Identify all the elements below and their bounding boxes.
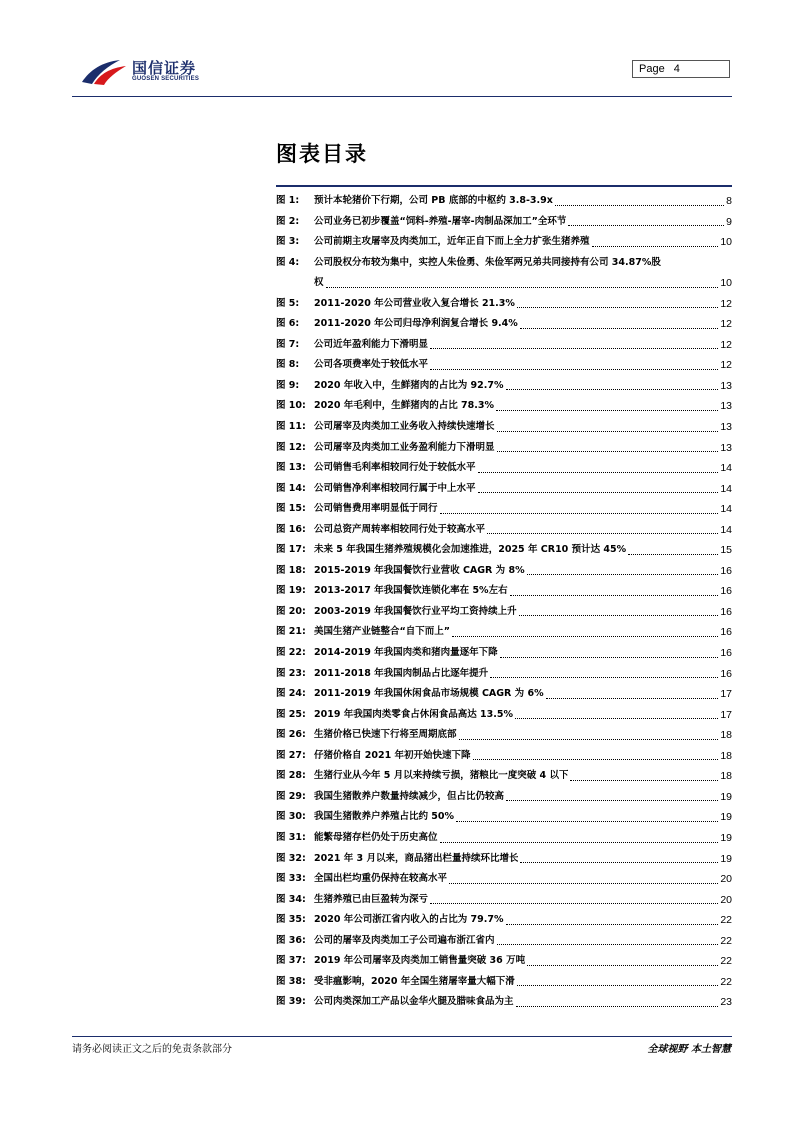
- toc-entry-page: 16: [720, 585, 732, 598]
- toc-entry-page: 10: [720, 277, 732, 290]
- toc-entry-page: 13: [720, 400, 732, 413]
- toc-entry-number: 图 20:: [276, 605, 306, 617]
- toc-entry-page: 13: [720, 421, 732, 434]
- toc-entry-number: 图 1:: [276, 195, 300, 206]
- toc-leader-dots: [517, 307, 718, 308]
- toc-entry-number: 图 16:: [276, 523, 306, 535]
- toc-entry-page: 22: [720, 914, 732, 927]
- toc-entry-page: 16: [720, 626, 732, 639]
- toc-entry-text: 2020 年收入中，生鲜猪肉的占比为 92.7%: [314, 379, 504, 391]
- toc-entry-page: 16: [720, 564, 732, 577]
- toc-entry[interactable]: [276, 725, 732, 746]
- toc-entry-text: 公司销售毛利率相较同行处于较低水平: [314, 462, 476, 474]
- toc-entry[interactable]: [276, 314, 732, 335]
- toc-entry-number: 图 6:: [276, 318, 300, 330]
- toc-entry[interactable]: [276, 396, 732, 417]
- toc-entry-page: 10: [720, 236, 732, 249]
- toc-entry-number: 图 36:: [276, 934, 306, 946]
- toc-entry-number: 图 38:: [276, 975, 306, 987]
- toc-entry-number: 图 21:: [276, 626, 306, 638]
- toc-entry-number: 图 15:: [276, 503, 306, 515]
- toc-leader-dots: [473, 759, 719, 760]
- toc-entry[interactable]: [276, 294, 732, 315]
- toc-leader-dots: [478, 472, 719, 473]
- toc-leader-dots: [478, 492, 719, 493]
- toc-entry-text: 生猪行业从今年 5 月以来持续亏损，猪粮比一度突破 4 以下: [314, 770, 569, 782]
- toc-entry-page: 22: [720, 934, 732, 947]
- toc-entry-page: 22: [720, 955, 732, 968]
- toc-entry-text: 公司近年盈利能力下滑明显: [314, 338, 429, 350]
- toc-entry[interactable]: [276, 335, 732, 356]
- toc-leader-dots: [452, 636, 718, 637]
- toc-entry-number: 图 39:: [276, 996, 306, 1008]
- toc-leader-dots: [517, 985, 719, 986]
- toc-entry-number: 图 17:: [276, 544, 306, 556]
- toc-entry-number: 图 22:: [276, 647, 306, 659]
- toc-leader-dots: [510, 595, 719, 596]
- toc-entry[interactable]: [276, 602, 732, 623]
- toc-entry-page: 18: [720, 729, 732, 742]
- toc-entry[interactable]: [276, 499, 732, 520]
- toc-leader-dots: [430, 903, 718, 904]
- toc-entry-page: 19: [720, 811, 732, 824]
- toc-entry-text: 公司屠宰及肉类加工业务收入持续快速增长: [314, 421, 495, 433]
- toc-entry-text: 公司销售费用率明显低于同行: [314, 503, 438, 515]
- toc-entry[interactable]: [276, 746, 732, 767]
- toc-entry-text-continued: 权: [314, 277, 324, 289]
- toc-entry-text: 仔猪价格自 2021 年初开始快速下降: [314, 749, 471, 761]
- toc-leader-dots: [326, 287, 719, 288]
- toc-entry[interactable]: [276, 376, 732, 397]
- toc-entry-text: 2015-2019 年我国餐饮行业营收 CAGR 为 8%: [314, 564, 525, 576]
- toc-entry-text: 2014-2019 年我国肉类和猪肉量逐年下降: [314, 647, 498, 659]
- toc-leader-dots: [459, 739, 719, 740]
- toc-entry[interactable]: [276, 191, 732, 212]
- toc-entry-page: 12: [720, 338, 732, 351]
- toc-leader-dots: [496, 410, 718, 411]
- brand-logo: [80, 52, 230, 92]
- toc-entry-number: 图 18:: [276, 564, 306, 576]
- brand-name-cn: 国信证券: [132, 59, 197, 77]
- toc-entry[interactable]: [276, 273, 732, 294]
- toc-entry-number: 图 37:: [276, 955, 306, 967]
- toc-entry-page: 12: [720, 318, 732, 331]
- toc-entry-text: 未来 5 年我国生猪养殖规模化会加速推进，2025 年 CR10 预计达 45%: [314, 544, 627, 556]
- toc-leader-dots: [527, 965, 718, 966]
- toc-entry-page: 19: [720, 790, 732, 803]
- toc-entry[interactable]: [276, 458, 732, 479]
- toc-title: 图表目录: [276, 142, 368, 166]
- toc-entry-number: 图 30:: [276, 811, 306, 823]
- toc-leader-dots: [527, 574, 719, 575]
- toc-leader-dots: [519, 615, 719, 616]
- toc-entry[interactable]: [276, 212, 732, 233]
- toc-entry-text: 全国出栏均重仍保持在较高水平: [314, 873, 448, 885]
- toc-leader-dots: [592, 246, 719, 247]
- toc-entry-text: 我国生猪散养户养殖占比约 50%: [314, 811, 455, 823]
- toc-entry-text: 生猪价格已快速下行将至周期底部: [314, 729, 457, 741]
- toc-entry-text: 公司屠宰及肉类加工业务盈利能力下滑明显: [314, 441, 495, 453]
- toc-entry[interactable]: [276, 581, 732, 602]
- toc-entry-page: 19: [720, 831, 732, 844]
- toc-entry[interactable]: [276, 992, 732, 1013]
- toc-entry-text: 2019 年公司屠宰及肉类加工销售量突破 36 万吨: [314, 955, 526, 967]
- table-of-figures: [276, 191, 732, 1013]
- toc-entry-number: 图 14:: [276, 482, 306, 494]
- toc-entry-text: 公司业务已初步覆盖“饲料-养殖-屠宰-肉制品深加工”全环节: [314, 215, 567, 227]
- toc-entry-page: 13: [720, 379, 732, 392]
- toc-entry[interactable]: [276, 664, 732, 685]
- toc-entry-number: 图 28:: [276, 770, 306, 782]
- toc-entry[interactable]: [276, 479, 732, 500]
- toc-entry-text: 我国生猪散养户数量持续减少，但占比仍较高: [314, 790, 505, 802]
- toc-entry-page: 12: [720, 359, 732, 372]
- toc-entry-page: 16: [720, 605, 732, 618]
- toc-entry-number: 图 11:: [276, 421, 306, 433]
- toc-entry-page: 16: [720, 667, 732, 680]
- toc-entry-number: 图 27:: [276, 749, 306, 761]
- toc-leader-dots: [497, 944, 719, 945]
- toc-entry-text: 公司总资产周转率相较同行处于较高水平: [314, 523, 486, 535]
- toc-leader-dots: [570, 780, 718, 781]
- toc-entry[interactable]: [276, 561, 732, 582]
- toc-leader-dots: [430, 348, 718, 349]
- toc-entry-number: 图 31:: [276, 831, 306, 843]
- toc-entry-text: 2011-2019 年我国休闲食品市场规模 CAGR 为 6%: [314, 688, 544, 700]
- toc-leader-dots: [515, 718, 718, 719]
- toc-entry[interactable]: [276, 972, 732, 993]
- toc-entry-page: 18: [720, 770, 732, 783]
- toc-entry-page: 13: [720, 441, 732, 454]
- toc-entry-number: 图 13:: [276, 462, 306, 474]
- toc-leader-dots: [516, 1006, 719, 1007]
- toc-entry-page: 16: [720, 647, 732, 660]
- toc-entry-number: 图 32:: [276, 852, 306, 864]
- toc-entry[interactable]: [276, 807, 732, 828]
- guosen-logo-icon: [80, 56, 128, 86]
- toc-entry-text: 2011-2018 年我国肉制品占比逐年提升: [314, 667, 489, 679]
- toc-entry-text: 公司肉类深加工产品以金华火腿及腊味食品为主: [314, 996, 514, 1008]
- toc-leader-dots: [500, 657, 719, 658]
- toc-entry-text: 生猪养殖已由巨盈转为深亏: [314, 893, 429, 905]
- toc-entry-page: 17: [720, 688, 732, 701]
- toc-entry-text: 公司各项费率处于较低水平: [314, 359, 429, 371]
- toc-entry[interactable]: [276, 931, 732, 952]
- toc-entry[interactable]: [276, 684, 732, 705]
- toc-leader-dots: [497, 431, 719, 432]
- toc-entry[interactable]: [276, 951, 732, 972]
- toc-leader-dots: [490, 677, 718, 678]
- footer-slogan: 全球视野 本土智慧: [647, 1044, 731, 1055]
- toc-entry-number: 图 3:: [276, 236, 300, 248]
- toc-entry-page: 9: [726, 215, 732, 228]
- toc-entry-page: 19: [720, 852, 732, 865]
- toc-entry[interactable]: [276, 787, 732, 808]
- toc-entry[interactable]: [276, 705, 732, 726]
- toc-leader-dots: [440, 842, 719, 843]
- toc-entry-page: 8: [726, 195, 732, 207]
- toc-entry[interactable]: [276, 253, 732, 274]
- toc-entry[interactable]: [276, 622, 732, 643]
- toc-entry-text: 公司销售净利率相较同行属于中上水平: [314, 482, 476, 494]
- toc-entry-page: 14: [720, 503, 732, 516]
- toc-entry-page: 22: [720, 975, 732, 988]
- toc-entry[interactable]: [276, 643, 732, 664]
- toc-entry-number: 图 35:: [276, 914, 306, 926]
- toc-entry-number: 图 7:: [276, 338, 300, 350]
- toc-entry[interactable]: [276, 417, 732, 438]
- toc-entry-text: 公司的屠宰及肉类加工子公司遍布浙江省内: [314, 934, 495, 946]
- toc-entry-number: 图 12:: [276, 441, 306, 453]
- toc-entry-number: 图 26:: [276, 729, 306, 741]
- toc-entry-number: 图 25:: [276, 708, 306, 720]
- toc-entry-page: 18: [720, 749, 732, 762]
- page-indicator: [632, 60, 730, 78]
- toc-leader-dots: [506, 800, 718, 801]
- page-number: 4: [673, 63, 680, 75]
- toc-leader-dots: [555, 205, 724, 206]
- toc-entry-page: 20: [720, 873, 732, 886]
- toc-leader-dots: [497, 451, 719, 452]
- toc-entry[interactable]: [276, 438, 732, 459]
- toc-entry-number: 图 34:: [276, 893, 306, 905]
- toc-entry-text: 2020 年毛利中，生鲜猪肉的占比 78.3%: [314, 400, 495, 412]
- toc-entry-text: 2019 年我国肉类零食占休闲食品高达 13.5%: [314, 708, 514, 720]
- brand-name-en: GUOSEN SECURITIES: [132, 76, 200, 82]
- toc-leader-dots: [449, 883, 718, 884]
- toc-entry[interactable]: [276, 355, 732, 376]
- toc-entry-number: 图 2:: [276, 215, 300, 227]
- toc-entry-text: 受非瘟影响，2020 年全国生猪屠宰量大幅下滑: [314, 975, 515, 987]
- toc-leader-dots: [628, 554, 718, 555]
- toc-entry-number: 图 33:: [276, 873, 306, 885]
- toc-leader-dots: [456, 821, 718, 822]
- toc-entry[interactable]: [276, 890, 732, 911]
- toc-leader-dots: [506, 924, 719, 925]
- toc-entry[interactable]: [276, 520, 732, 541]
- toc-entry-number: 图 9:: [276, 379, 300, 391]
- toc-title-divider: [276, 185, 732, 187]
- toc-entry-text: 公司前期主攻屠宰及肉类加工，近年正自下而上全力扩张生猪养殖: [314, 236, 590, 248]
- header-divider: [72, 96, 732, 97]
- toc-entry-page: 12: [720, 297, 732, 310]
- toc-entry-number: 图 24:: [276, 688, 306, 700]
- toc-entry-number: 图 19:: [276, 585, 306, 597]
- toc-leader-dots: [430, 369, 718, 370]
- footer-disclaimer: 请务必阅读正文之后的免责条款部分: [72, 1044, 232, 1055]
- toc-leader-dots: [568, 225, 724, 226]
- toc-entry-text: 2013-2017 年我国餐饮连锁化率在 5%左右: [314, 585, 508, 597]
- toc-entry-text: 美国生猪产业链整合“自下而上”: [314, 626, 450, 638]
- toc-entry-page: 14: [720, 462, 732, 475]
- toc-entry-text: 2011-2020 年公司营业收入复合增长 21.3%: [314, 297, 515, 309]
- toc-leader-dots: [506, 389, 719, 390]
- toc-entry[interactable]: [276, 910, 732, 931]
- toc-entry-number: 图 29:: [276, 790, 306, 802]
- toc-leader-dots: [440, 513, 719, 514]
- toc-leader-dots: [487, 533, 718, 534]
- toc-entry[interactable]: [276, 540, 732, 561]
- toc-entry-text: 2021 年 3 月以来，商品猪出栏量持续环比增长: [314, 852, 519, 864]
- toc-entry-text: 2020 年公司浙江省内收入的占比为 79.7%: [314, 914, 504, 926]
- page-label: Page: [639, 63, 665, 75]
- toc-entry[interactable]: [276, 828, 732, 849]
- toc-entry-page: 23: [720, 996, 732, 1009]
- toc-entry-number: 图 23:: [276, 667, 306, 679]
- toc-entry-number: 图 4:: [276, 256, 300, 268]
- toc-entry[interactable]: [276, 869, 732, 890]
- toc-leader-dots: [520, 862, 718, 863]
- toc-entry-page: 14: [720, 482, 732, 495]
- toc-entry-text: 2003-2019 年我国餐饮行业平均工资持续上升: [314, 605, 517, 617]
- toc-entry-text: 能繁母猪存栏仍处于历史高位: [314, 831, 438, 843]
- toc-entry-text: 2011-2020 年公司归母净利润复合增长 9.4%: [314, 318, 518, 330]
- footer-divider: [72, 1036, 732, 1037]
- toc-entry-text: 公司股权分布较为集中，实控人朱俭勇、朱俭军两兄弟共同接持有公司 34.87%股: [314, 256, 661, 268]
- toc-entry-number: 图 8:: [276, 359, 300, 371]
- toc-entry-page: 14: [720, 523, 732, 536]
- toc-entry-page: 15: [720, 544, 732, 557]
- toc-entry[interactable]: [276, 766, 732, 787]
- toc-entry-page: 20: [720, 893, 732, 906]
- toc-leader-dots: [546, 698, 719, 699]
- toc-entry[interactable]: [276, 232, 732, 253]
- toc-entry[interactable]: [276, 849, 732, 870]
- toc-leader-dots: [520, 328, 719, 329]
- toc-entry-number: 图 10:: [276, 400, 306, 412]
- toc-entry-page: 17: [720, 708, 732, 721]
- toc-entry-text: 预计本轮猪价下行期，公司 PB 底部的中枢约 3.8-3.9x: [314, 195, 553, 206]
- toc-entry-number: 图 5:: [276, 297, 300, 309]
